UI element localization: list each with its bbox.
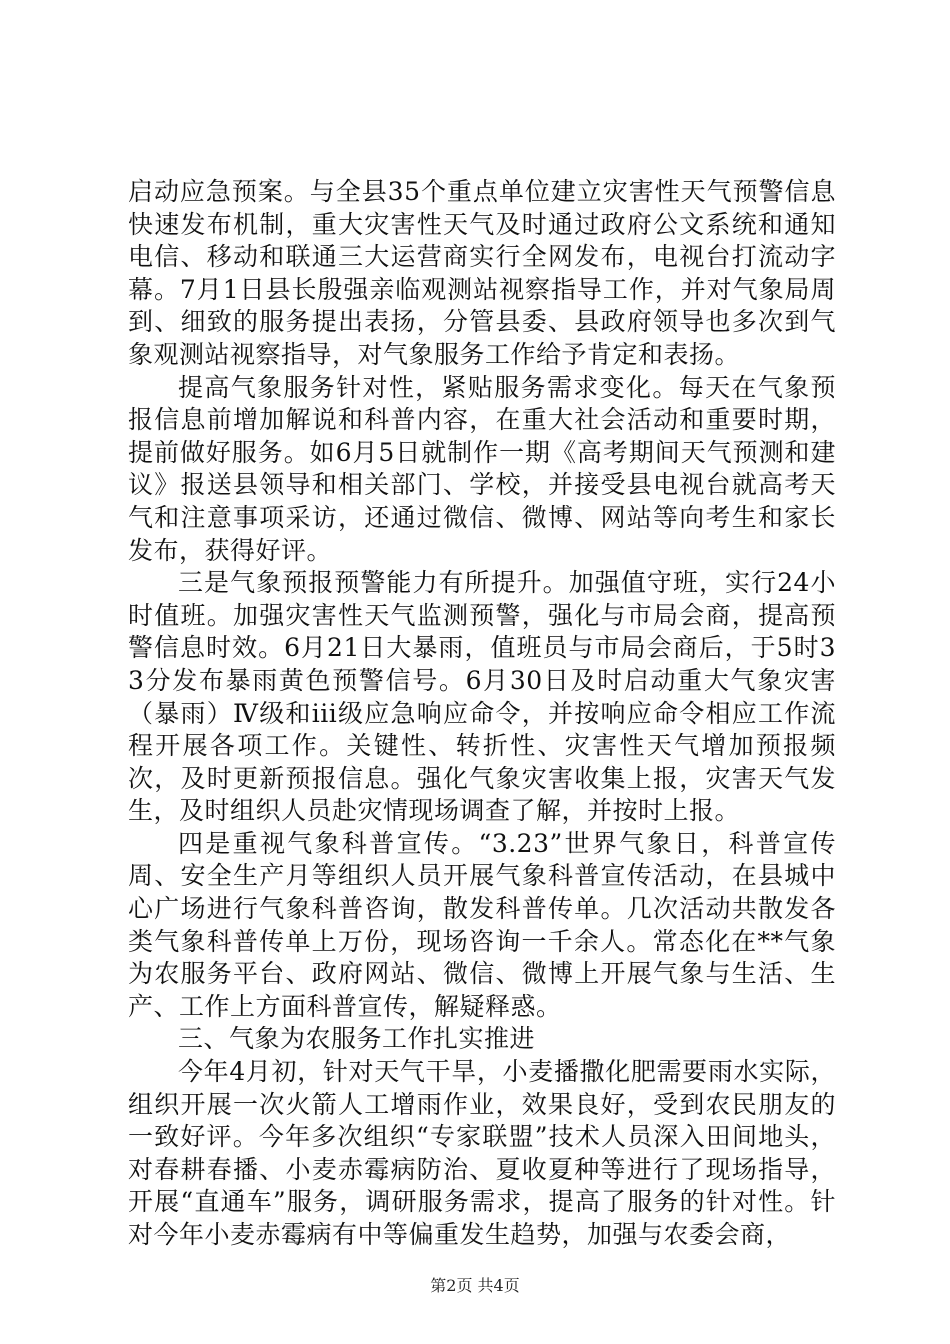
paragraph-2: 提高气象服务针对性，紧贴服务需求变化。每天在气象预报信息前增加解说和科普内容，在重大社会活动和重要时期，提前做好服务。如6月5日就制作一期《高考期间天气预测和建议》报送县领导和相关部门、学校，并接受县电视台就高考天气和注意事项采访，还通过微信、微博、网站等向考生和家长发布，获得好评。 <box>128 372 836 565</box>
paragraph-4: 四是重视气象科普宣传。“3.23”世界气象日，科普宣传周、安全生产月等组织人员开展气象科普宣传活动，在县城中心广场进行气象科普咨询，散发科普传单。几次活动共散发各类气象科普传单上万份，现场咨询一千余人。常态化在**气象为农服务平台、政府网站、微信、微博上开展气象与生活、生产、工作上方面科普宣传，解疑释惑。 <box>128 828 836 1021</box>
paragraph-3: 三是气象预报预警能力有所提升。加强值守班，实行24小时值班。加强灾害性天气监测预警，强化与市局会商，提高预警信息时效。6月21日大暴雨，值班员与市局会商后，于5时33分发布暴雨黄色预警信号。6月30日及时启动重大气象灾害（暴雨）Ⅳ级和iii级应急响应命令，并按响应命令相应工作流程开展各项工作。关键性、转折性、灾害性天气增加预报频次，及时更新预报信息。强化气象灾害收集上报，灾害天气发生，及时组织人员赴灾情现场调查了解，并按时上报。 <box>128 568 836 826</box>
section-heading: 三、气象为农服务工作扎实推进 <box>178 1024 536 1054</box>
document-body <box>128 176 836 1252</box>
paragraph-1: 启动应急预案。与全县35个重点单位建立灾害性天气预警信息快速发布机制，重大灾害性天气及时通过政府公文系统和通知电信、移动和联通三大运营商实行全网发布，电视台打流动字幕。7月1日县长殷强亲临观测站视察指导工作，并对气象局周到、细致的服务提出表扬，分管县委、县政府领导也多次到气象观测站视察指导，对气象服务工作给予肯定和表扬。 <box>128 177 836 369</box>
page-footer <box>0 1276 950 1296</box>
paragraph-5: 今年4月初，针对天气干旱，小麦播撒化肥需要雨水实际，组织开展一次火箭人工增雨作业，效果良好，受到农民朋友的一致好评。今年多次组织“专家联盟”技术人员深入田间地头，对春耕春播、小麦赤霉病防治、夏收夏种等进行了现场指导，开展“直通车”服务，调研服务需求，提高了服务的针对性。针对今年小麦赤霉病有中等偏重发生趋势，加强与农委会商， <box>128 1057 836 1249</box>
page-number-label: 第2页 共4页 <box>430 1276 520 1295</box>
